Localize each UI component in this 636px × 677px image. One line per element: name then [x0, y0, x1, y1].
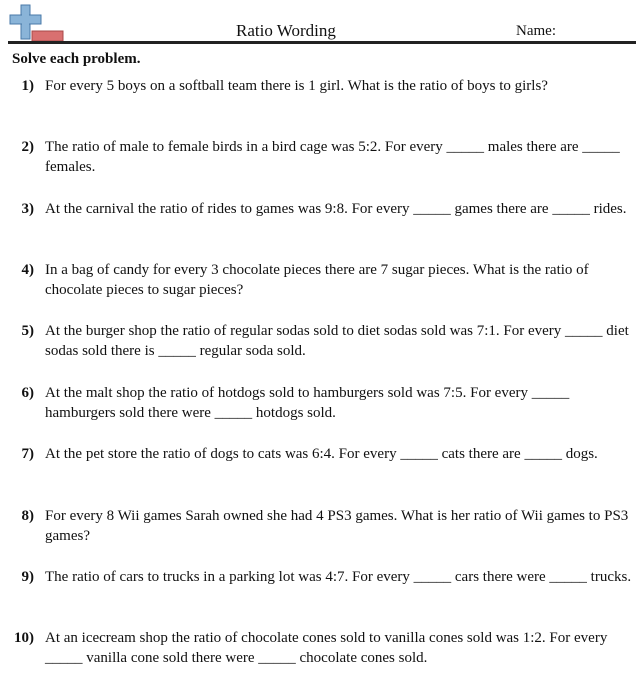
problem-number: 3) [21, 201, 34, 217]
problem-5 [12, 321, 632, 361]
problem-7 [12, 444, 632, 464]
problem-number: 9) [21, 569, 34, 585]
worksheet-logo-icon [8, 3, 64, 43]
problem-number: 5) [21, 323, 34, 339]
problem-1 [12, 76, 632, 96]
problem-3 [12, 199, 632, 219]
problem-text: At the malt shop the ratio of hotdogs sold to hamburgers sold was 7:5. For every _____ hamburgers sold there were _____ hotdogs sold. [45, 385, 570, 421]
problem-text: In a bag of candy for every 3 chocolate pieces there are 7 sugar pieces. What is the ratio of chocolate pieces to sugar pieces? [45, 262, 589, 298]
problem-text: At an icecream shop the ratio of chocolate cones sold to vanilla cones sold was 1:2. For every _____ vanilla cone sold there were _____ chocolate cones sold. [45, 630, 608, 666]
worksheet-title: Ratio Wording [236, 21, 336, 40]
problem-text: At the burger shop the ratio of regular sodas sold to diet sodas sold was 7:1. For every _____ diet sodas sold there is _____ regular soda sold. [45, 323, 629, 359]
problem-text: For every 8 Wii games Sarah owned she had 4 PS3 games. What is her ratio of Wii games to PS3 games? [45, 508, 629, 544]
name-label: Name: [516, 23, 556, 39]
instructions: Solve each problem. [12, 51, 141, 67]
problem-9 [12, 567, 632, 587]
problem-10 [12, 628, 632, 668]
problem-4 [12, 260, 632, 300]
problem-text: The ratio of male to female birds in a bird cage was 5:2. For every _____ males there are _____ females. [45, 139, 620, 175]
problem-6 [12, 383, 632, 423]
problem-number: 6) [21, 385, 34, 401]
problem-number: 7) [21, 446, 34, 462]
problem-text: At the carnival the ratio of rides to games was 9:8. For every _____ games there are _____ rides. [45, 201, 627, 217]
problem-8 [12, 506, 632, 546]
problem-number: 4) [21, 262, 34, 278]
problem-text: The ratio of cars to trucks in a parking lot was 4:7. For every _____ cars there were _____ trucks. [45, 569, 632, 585]
header-divider [8, 41, 636, 44]
problem-text: For every 5 boys on a softball team there is 1 girl. What is the ratio of boys to girls? [45, 78, 548, 94]
problem-number: 10) [14, 630, 34, 646]
problem-number: 1) [21, 78, 34, 94]
problem-number: 8) [21, 508, 34, 524]
problem-number: 2) [21, 139, 34, 155]
problem-text: At the pet store the ratio of dogs to cats was 6:4. For every _____ cats there are _____ dogs. [45, 446, 598, 462]
problem-2 [12, 137, 632, 177]
